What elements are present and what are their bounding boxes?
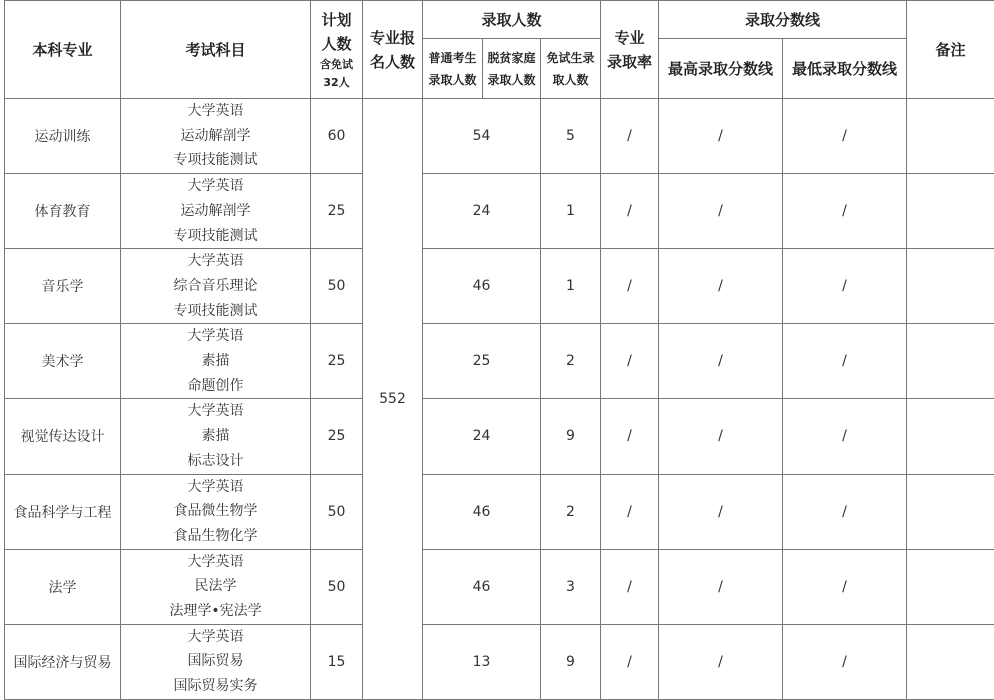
header-admitted-regular-2: 录取人数 (428, 72, 477, 87)
cutoff-low-cell: / (783, 99, 907, 174)
rate-cell: / (601, 474, 659, 549)
header-rate-line1: 专业 (614, 28, 645, 47)
cutoff-low-cell: / (783, 174, 907, 249)
subject-item: 食品微生物学 (173, 503, 258, 520)
subjects-cell (121, 99, 311, 174)
major-cell: 食品科学与工程 (5, 474, 121, 549)
subject-item: 民法学 (194, 578, 237, 595)
subject-item: 运动解剖学 (180, 202, 251, 219)
header-admitted-exempt (541, 39, 601, 99)
header-rate (601, 1, 659, 99)
rate-cell: / (601, 174, 659, 249)
subjects-cell (121, 474, 311, 549)
subject-item: 素描 (201, 428, 230, 445)
major-cell: 运动训练 (5, 99, 121, 174)
header-remarks: 备注 (907, 1, 994, 99)
plan-cell: 15 (311, 624, 363, 699)
header-admitted-exempt-2: 取人数 (552, 72, 589, 87)
plan-cell: 25 (311, 324, 363, 399)
remarks-cell (907, 174, 994, 249)
cutoff-low-cell: / (783, 399, 907, 474)
admitted-cell: 46 (423, 549, 541, 624)
exempt-cell: 5 (541, 99, 601, 174)
exempt-cell: 2 (541, 324, 601, 399)
subject-item: 运动解剖学 (180, 127, 251, 144)
header-plan-line1: 计划 (321, 10, 352, 29)
rate-cell: / (601, 99, 659, 174)
header-admitted-regular (423, 39, 483, 99)
header-admitted-poverty (483, 39, 541, 99)
subjects-cell (121, 624, 311, 699)
admitted-cell: 46 (423, 474, 541, 549)
admitted-cell: 13 (423, 624, 541, 699)
admitted-cell: 25 (423, 324, 541, 399)
subject-item: 综合音乐理论 (173, 277, 258, 294)
cutoff-high-cell: / (659, 624, 783, 699)
subject-item: 大学英语 (187, 553, 244, 570)
subject-item: 大学英语 (187, 328, 244, 345)
subject-item: 大学英语 (187, 628, 244, 645)
cutoff-high-cell: / (659, 174, 783, 249)
header-admitted: 录取人数 (423, 1, 601, 39)
subject-item: 国际贸易实务 (173, 678, 258, 695)
major-cell: 体育教育 (5, 174, 121, 249)
header-admitted-regular-1: 普通考生 (428, 50, 477, 65)
admitted-cell: 46 (423, 249, 541, 324)
rate-cell: / (601, 249, 659, 324)
table-row (5, 174, 994, 249)
subject-item: 大学英语 (187, 403, 244, 420)
subject-item: 大学英语 (187, 103, 244, 119)
exempt-cell: 3 (541, 549, 601, 624)
header-plan (311, 1, 363, 99)
rate-cell: / (601, 624, 659, 699)
cutoff-high-cell: / (659, 399, 783, 474)
exempt-cell: 2 (541, 474, 601, 549)
cutoff-high-cell: / (659, 549, 783, 624)
table-row (5, 249, 994, 324)
subjects-cell (121, 399, 311, 474)
plan-cell: 60 (311, 99, 363, 174)
header-subjects: 考试科目 (121, 1, 311, 99)
cutoff-low-cell: / (783, 249, 907, 324)
remarks-cell (907, 249, 994, 324)
cutoff-low-cell: / (783, 624, 907, 699)
subject-item: 大学英语 (187, 478, 244, 495)
subject-item: 命题创作 (187, 377, 244, 394)
header-applicants-line2: 名人数 (369, 52, 415, 71)
admitted-cell: 24 (423, 174, 541, 249)
cutoff-high-cell: / (659, 249, 783, 324)
remarks-cell (907, 474, 994, 549)
header-cutoff-high: 最高录取分数线 (659, 39, 783, 99)
header-rate-line2: 录取率 (607, 52, 653, 71)
exempt-cell: 1 (541, 249, 601, 324)
subject-item: 专项技能测试 (173, 302, 258, 319)
remarks-cell (907, 399, 994, 474)
cutoff-low-cell: / (783, 324, 907, 399)
subject-item: 素描 (201, 353, 230, 370)
admission-table (4, 0, 994, 700)
header-plan-line2: 人数 (321, 34, 352, 53)
header-plan-note2: 32人 (323, 75, 350, 89)
cutoff-high-cell: / (659, 324, 783, 399)
plan-cell: 25 (311, 399, 363, 474)
rate-cell: / (601, 324, 659, 399)
plan-cell: 25 (311, 174, 363, 249)
header-applicants-line1: 专业报 (369, 28, 415, 47)
applicants-total-cell: 552 (363, 99, 423, 700)
table-row (5, 324, 994, 399)
cutoff-low-cell: / (783, 549, 907, 624)
exempt-cell: 1 (541, 174, 601, 249)
exempt-cell: 9 (541, 624, 601, 699)
subject-item: 专项技能测试 (173, 152, 258, 169)
major-cell: 国际经济与贸易 (5, 624, 121, 699)
header-cutoff: 录取分数线 (659, 1, 907, 39)
major-cell: 音乐学 (5, 249, 121, 324)
subject-item: 国际贸易 (187, 653, 244, 670)
table-row (5, 549, 994, 624)
subject-item: 法理学•宪法学 (169, 603, 262, 620)
cutoff-low-cell: / (783, 474, 907, 549)
cutoff-high-cell: / (659, 99, 783, 174)
subjects-cell (121, 549, 311, 624)
rate-cell: / (601, 399, 659, 474)
header-admitted-exempt-1: 免试生录 (546, 50, 595, 65)
header-applicants (363, 1, 423, 99)
plan-cell: 50 (311, 549, 363, 624)
subjects-cell (121, 174, 311, 249)
exempt-cell: 9 (541, 399, 601, 474)
subject-item: 专项技能测试 (173, 227, 258, 244)
subjects-cell (121, 249, 311, 324)
subject-item: 食品生物化学 (173, 527, 258, 544)
remarks-cell (907, 549, 994, 624)
header-plan-note1: 含免试 (320, 57, 353, 71)
header-cutoff-low: 最低录取分数线 (783, 39, 907, 99)
remarks-cell (907, 324, 994, 399)
header-admitted-poverty-2: 录取人数 (487, 72, 536, 87)
remarks-cell (907, 99, 994, 174)
major-cell: 法学 (5, 549, 121, 624)
subject-item: 大学英语 (187, 178, 244, 195)
table-row (5, 624, 994, 699)
remarks-cell (907, 624, 994, 699)
subjects-cell (121, 324, 311, 399)
admitted-cell: 54 (423, 99, 541, 174)
header-major: 本科专业 (5, 1, 121, 99)
table-row (5, 99, 994, 174)
table-row (5, 399, 994, 474)
admitted-cell: 24 (423, 399, 541, 474)
cutoff-high-cell: / (659, 474, 783, 549)
major-cell: 美术学 (5, 324, 121, 399)
plan-cell: 50 (311, 249, 363, 324)
header-admitted-poverty-1: 脱贫家庭 (487, 50, 536, 65)
subject-item: 标志设计 (187, 452, 244, 469)
subject-item: 大学英语 (187, 253, 244, 270)
rate-cell: / (601, 549, 659, 624)
plan-cell: 50 (311, 474, 363, 549)
major-cell: 视觉传达设计 (5, 399, 121, 474)
table-row (5, 474, 994, 549)
